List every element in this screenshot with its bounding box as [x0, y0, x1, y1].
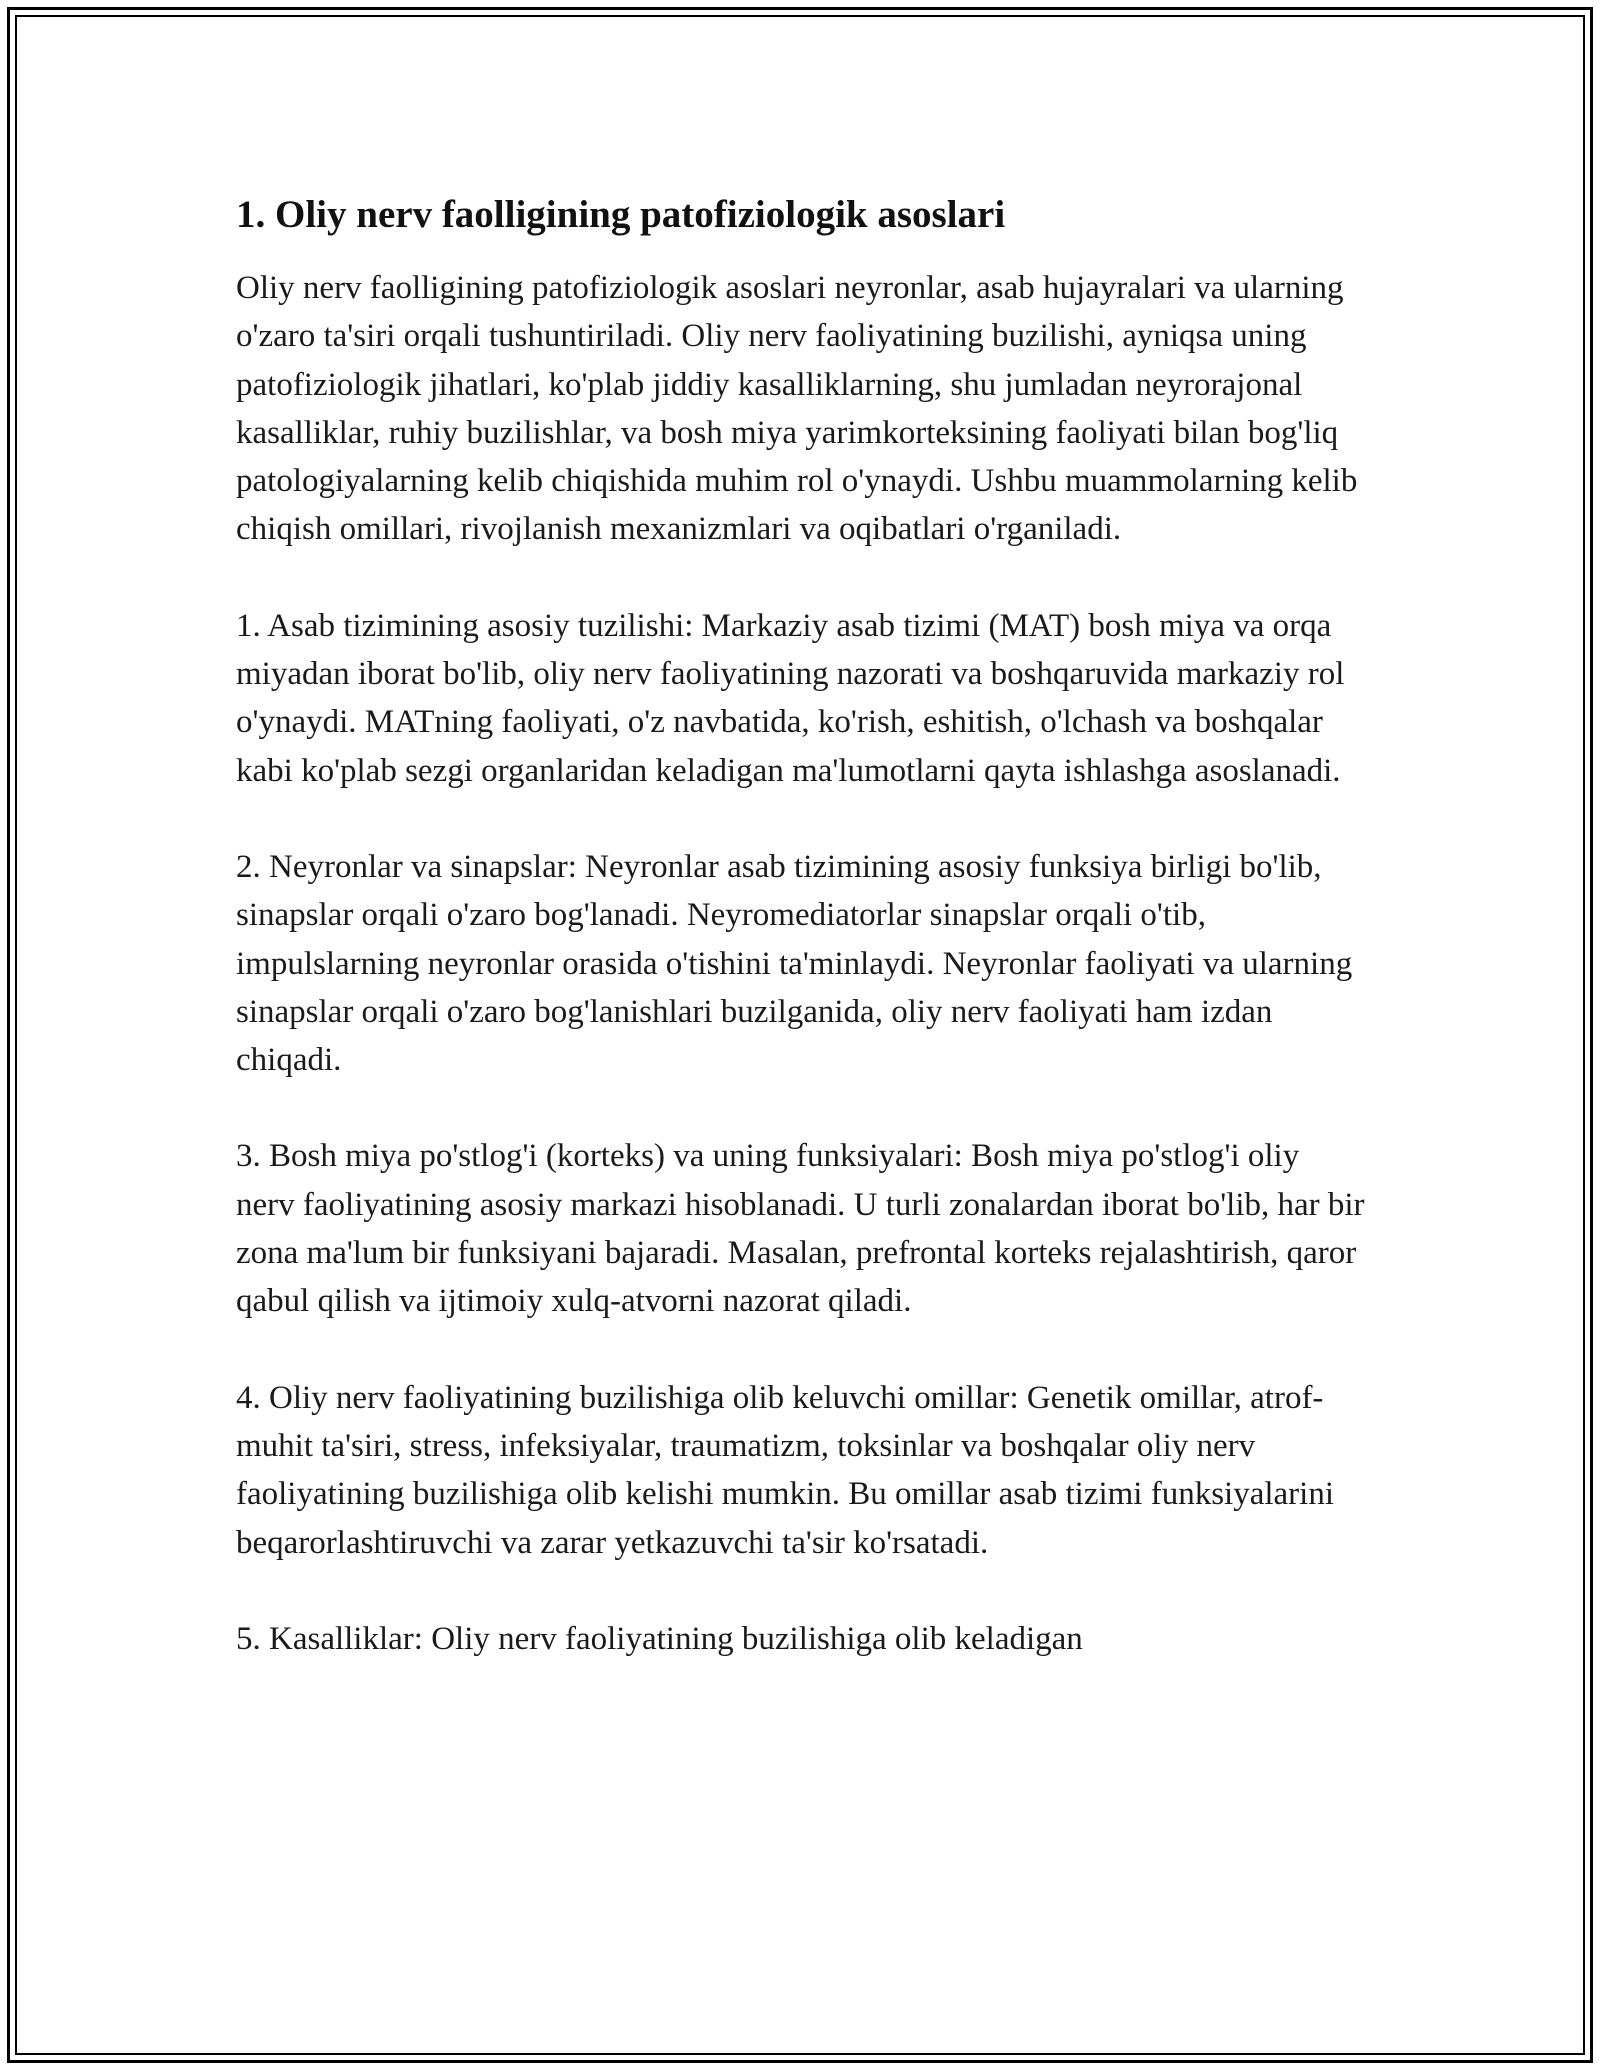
document-body	[236, 186, 1366, 1711]
intro-paragraph: Oliy nerv faolligining patofiziologik asoslari neyronlar, asab hujayralari va ularning o'zaro ta'siri orqali tushuntiriladi. Oliy nerv faoliyatining buzilishi, ayniqsa uning patofiziologik jihatlari, ko'plab jiddiy kasalliklarning, shu jumladan neyrorajonal kasalliklar, ruhiy buzilishlar, va bosh miya yarimkorteksining faoliyati bilan bog'liq patologiyalarning kelib chiqishida muhim rol o'ynaydi. Ushbu muammolarning kelib chiqish omillari, rivojlanish mexanizmlari va oqibatlari o'rganiladi.	[236, 270, 1358, 548]
paragraph-cortex-functions: 3. Bosh miya po'stlog'i (korteks) va uning funksiyalari: Bosh miya po'stlog'i oliy nerv faoliyatining asosiy markazi hisoblanadi. U turli zonalardan iborat bo'lib, har bir zona ma'lum bir funksiyani bajaradi. Masalan, prefrontal korteks rejalashtirish, qaror qabul qilish va ijtimoiy xulq-atvorni nazorat qiladi.	[236, 1138, 1365, 1320]
paragraph-neurons-synapses: 2. Neyronlar va sinapslar: Neyronlar asab tizimining asosiy funksiya birligi bo'lib, sinapslar orqali o'zaro bog'lanadi. Neyromediatorlar sinapslar orqali o'tib, impulslarning neyronlar orasida o'tishini ta'minlaydi. Neyronlar faoliyati va ularning sinapslar orqali o'zaro bog'lanishlari buzilganida, oliy nerv faoliyati ham izdan chiqadi.	[236, 848, 1353, 1079]
paragraph-nervous-system-structure: 1. Asab tizimining asosiy tuzilishi: Markaziy asab tizimi (MAT) bosh miya va orqa miyadan iborat bo'lib, oliy nerv faoliyatining nazorati va boshqaruvida markaziy rol o'ynaydi. MATning faoliyati, o'z navbatida, ko'rish, eshitish, o'lchash va boshqalar kabi ko'plab sezgi organlaridan keladigan ma'lumotlarni qayta ishlashga asoslanadi.	[236, 607, 1345, 789]
paragraph-diseases: 5. Kasalliklar: Oliy nerv faoliyatining buzilishiga olib keladigan	[236, 1620, 1083, 1657]
paragraph-disorder-factors: 4. Oliy nerv faoliyatining buzilishiga olib keluvchi omillar: Genetik omillar, atrof-muhit ta'siri, stress, infeksiyalar, traumatizm, toksinlar va boshqalar oliy nerv faoliyatining buzilishiga olib kelishi mumkin. Bu omillar asab tizimi funksiyalarini beqarorlashtiruvchi va zarar yetkazuvchi ta'sir ko'rsatadi.	[236, 1379, 1335, 1561]
section-heading: 1. Oliy nerv faolligining patofiziologik asoslari	[236, 193, 1006, 236]
